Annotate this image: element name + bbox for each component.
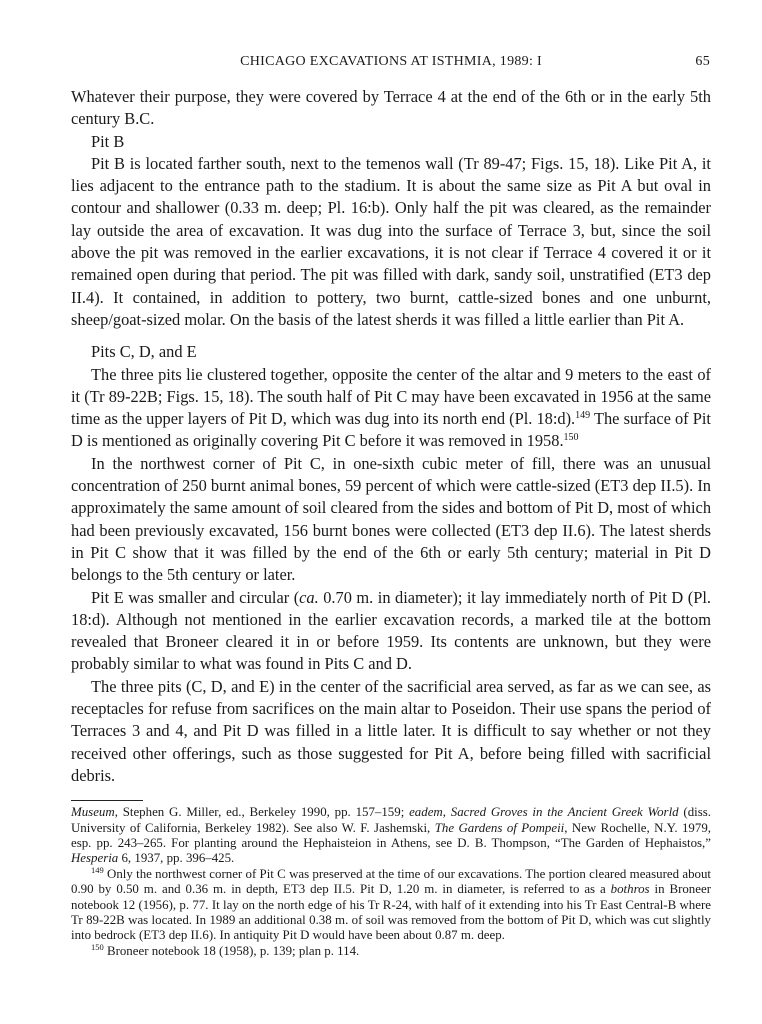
paragraph-pits-cde-3 bbox=[71, 587, 711, 676]
note-text: , New Rochelle, N.Y. 1979, esp. pp. 243–265. For planting around the Hephaisteion in Athens, see D. B. Thompson, “The Garden of Hephaistos,” bbox=[71, 820, 711, 851]
running-header bbox=[71, 54, 711, 76]
footnote-149 bbox=[71, 864, 711, 944]
paragraph-text: Pit E was smaller and circular ( bbox=[91, 587, 300, 607]
note-italic: Museum bbox=[71, 805, 115, 820]
page bbox=[71, 54, 711, 959]
paragraph-text: The three pits lie clustered together, opposite the center of the altar and 9 meters to the east of it (Tr 89-22B; Figs. 15, 18). The south half of Pit C may have been excavated in 1956 at the same time as the upper layers of Pit D, which was dug into its north end (Pl. 18:d). bbox=[71, 364, 711, 429]
footnote-ref-149[interactable]: 149 bbox=[575, 410, 591, 422]
note-text: (diss. University of California, Berkeley 1982). See also W. F. Jashemski, bbox=[71, 805, 711, 835]
note-text: Broneer notebook 18 (1958), p. 139; plan p. 114. bbox=[103, 943, 360, 958]
heading-pits-cde: Pits C, D, and E bbox=[91, 342, 197, 362]
paragraph-text: 0.70 m. in diameter); it lay immediately north of Pit D (Pl. 18:d). Although not mentioned in the earlier excavation records, a marked tile at the bottom revealed that Broneer cleared it in or before 1959. Its contents are unknown, but they were probably similar to what was found in Pits C and D. bbox=[71, 587, 711, 674]
note-italic: bothros bbox=[610, 882, 650, 897]
paragraph-intro bbox=[71, 86, 711, 131]
note-italic: eadem, Sacred Groves in the Ancient Greek World bbox=[409, 805, 679, 820]
footnote-rule bbox=[71, 800, 143, 801]
footnote-number: 150 bbox=[91, 941, 104, 952]
footnote-ref-150[interactable]: 150 bbox=[563, 432, 579, 444]
body-text bbox=[71, 86, 711, 787]
era-abbrev: B.C. bbox=[124, 109, 155, 129]
footnote-150 bbox=[71, 941, 711, 959]
note-text: in Broneer notebook 12 (1956), p. 77. It lay on the north edge of his Tr R-24, with half of it extending into his Tr East Central-B where Tr 89-22B was located. In 1989 an additional 0.38 m. of soil was removed from the bottom of Pit D, which was cut slightly into bedrock (ET3 dep II.6). In antiquity Pit D would have been about 0.87 m. deep. bbox=[71, 882, 711, 943]
note-text: Only the northwest corner of Pit C was preserved at the time of our excavations. The portion cleared measured about 0.90 by 0.50 m. and 0.36 m. in depth, ET3 dep II.5. Pit D, 1.20 m. in diameter, is referred to as a bbox=[71, 866, 711, 897]
footnote-continuation bbox=[71, 805, 711, 867]
paragraph-pits-cde-1 bbox=[71, 364, 711, 453]
paragraph-text: The surface of Pit D is mentioned as originally covering Pit C before it was removed in 1958. bbox=[71, 409, 711, 451]
note-italic: Hesperia bbox=[71, 851, 119, 866]
note-text: 6, 1937, pp. 396–425. bbox=[118, 851, 235, 866]
footnotes bbox=[71, 805, 711, 959]
note-italic: The Gardens of Pompeii bbox=[434, 820, 565, 835]
page-number: 65 bbox=[695, 54, 710, 69]
note-text: , Stephen G. Miller, ed., Berkeley 1990, pp. 157–159; bbox=[114, 805, 410, 820]
paragraph-pit-b: Pit B is located farther south, next to the temenos wall (Tr 89-47; Figs. 15, 18). Like Pit A, it lies adjacent to the entrance path to the stadium. It is about the same size as Pit A but oval in contour and shallower (0.33 m. deep; Pl. 16:b). Only half the pit was cleared, as the remainder lay outside the area of excavation. It was dug into the surface of Terrace 3, but, since the soil above the pit was removed in the earlier excavations, it is not clear if Terrace 4 covered it or it remained open during that period. The pit was filled with dark, sandy soil, unstratified (ET3 dep II.4). It contained, in addition to pottery, two burnt, cattle-sized bones and one unburnt, sheep/goat-sized molar. On the basis of the latest sherds it was filled a little earlier than Pit A. bbox=[71, 153, 711, 329]
heading-pit-b: Pit B bbox=[91, 131, 125, 151]
running-title: CHICAGO EXCAVATIONS AT ISTHMIA, 1989: I bbox=[240, 54, 542, 69]
intro-text: Whatever their purpose, they were covered by Terrace 4 at the end of the 6th or in the early 5th century bbox=[71, 87, 711, 129]
paragraph-pits-cde-4: The three pits (C, D, and E) in the center of the sacrificial area served, as far as we can see, as receptacles for refuse from sacrifices on the main altar to Poseidon. Their use spans the period of Terraces 3 and 4, and Pit D was filled in a little later. It is difficult to say whether or not they received other offerings, such as those suggested for Pit A, before being filled with sacrificial debris. bbox=[71, 676, 711, 785]
footnote-number: 149 bbox=[91, 864, 104, 875]
paragraph-pits-cde-2: In the northwest corner of Pit C, in one-sixth cubic meter of fill, there was an unusual concentration of 250 burnt animal bones, 59 percent of which were cattle-sized (ET3 dep II.5). In approximately the same amount of soil cleared from the sides and bottom of Pit D, most of which had been previously excavated, 156 burnt bones were collected (ET3 dep II.6). The latest sherds in Pit C show that it was filled by the end of the 6th or early 5th century; material in Pit D belongs to the 5th century or later. bbox=[71, 453, 712, 585]
abbrev-circa: ca. bbox=[299, 587, 319, 607]
